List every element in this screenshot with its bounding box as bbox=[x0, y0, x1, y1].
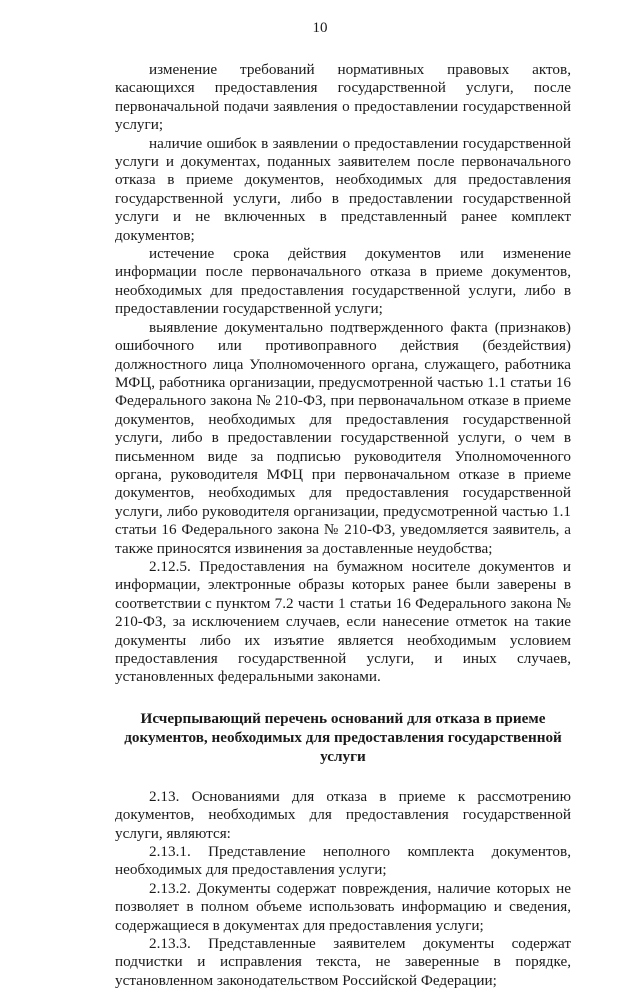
document-body bbox=[115, 61, 571, 990]
paragraph-2-13: 2.13. Основаниями для отказа в приеме к рассмотрению документов, необходимых для предоставления государственной услуги, являются: bbox=[115, 787, 571, 842]
paragraph-2-13-3: 2.13.3. Представленные заявителем документы содержат подчистки и исправления текста, не заверенные в порядке, установленном законодательством Российской Федерации; bbox=[115, 935, 571, 989]
paragraph-2-13-1: 2.13.1. Представление неполного комплекта документов, необходимых для предоставления услуги; bbox=[115, 843, 571, 879]
paragraph-erroneous-action: выявление документально подтвержденного факта (признаков) ошибочного или противоправного действия (бездействия) должностного лица Уполномоченного органа, служащего, работника МФЦ, работника организации, предусмотренной частью 1.1 статьи 16 Федерального закона № 210-ФЗ, при первоначальном отказе в приеме документов, необходимых для предоставления государственной услуги, либо в предоставлении государственной услуги, о чем в письменном виде за подписью руководителя Уполномоченного органа, руководителя МФЦ при первоначальном отказе в приеме документов, необходимых для предоставления государственной услуги, либо руководителя организации, предусмотренной частью 1.1 статьи 16 Федерального закона № 210-ФЗ, уведомляется заявитель, а также приносятся извинения за доставленные неудобства; bbox=[115, 318, 571, 557]
section-heading: Исчерпывающий перечень оснований для отказа в приеме документов, необходимых для предоставления государственной услуги bbox=[124, 709, 562, 765]
paragraph-2-13-2: 2.13.2. Документы содержат повреждения, наличие которых не позволяет в полном объеме использовать информацию и сведения, содержащиеся в документах для предоставления услуги; bbox=[115, 879, 571, 934]
paragraph-requirements-change: изменение требований нормативных правовых актов, касающихся предоставления государственной услуги, после первоначальной подачи заявления о предоставлении государственной услуги; bbox=[115, 61, 571, 134]
paragraph-2-12-5: 2.12.5. Предоставления на бумажном носителе документов и информации, электронные образы которых ранее были заверены в соответствии с пунктом 7.2 части 1 статьи 16 Федерального закона № 210-ФЗ, за исключением случаев, если нанесение отметок на такие документы либо их изъятие является необходимым условием предоставления государственной услуги, и иных случаев, установленных федеральными законами. bbox=[115, 557, 571, 686]
paragraph-document-expiry: истечение срока действия документов или изменение информации после первоначального отказа в приеме документов, необходимых для предоставления государственной услуги, либо в предоставлении государственной услуги; bbox=[115, 245, 571, 318]
page-number: 10 bbox=[312, 20, 328, 36]
paragraph-errors-in-application: наличие ошибок в заявлении о предоставлении государственной услуги и документах, поданных заявителем после первоначального отказа в приеме документов, необходимых для предоставления государственной услуги, либо в предоставлении государственной услуги и не включенных в представленный ранее комплект документов; bbox=[115, 134, 571, 244]
